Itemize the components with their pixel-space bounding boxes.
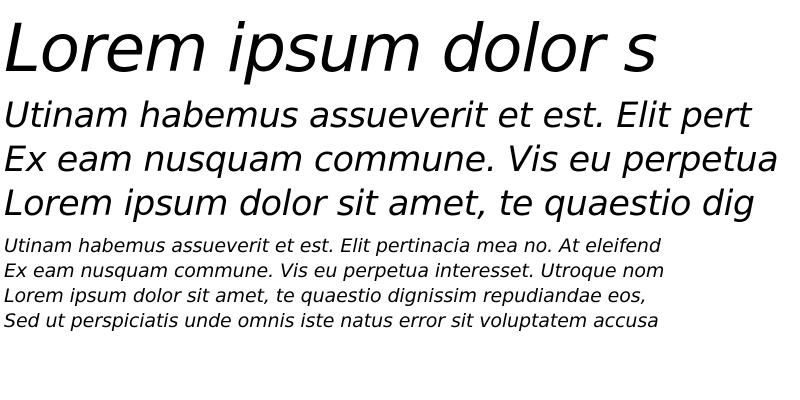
specimen-body-line-1: Utinam habemus assueverit et est. Elit pertinacia mea no. At eleifend: [4, 235, 661, 257]
specimen-body-line-2: Ex eam nusquam commune. Vis eu perpetua interesset. Utroque nom: [4, 260, 665, 282]
specimen-subline-2: Ex eam nusquam commune. Vis eu perpetua: [4, 140, 779, 180]
specimen-body-line-4: Sed ut perspiciatis unde omnis iste natus error sit voluptatem accusa: [4, 310, 659, 332]
specimen-body-line-3: Lorem ipsum dolor sit amet, te quaestio dignissim repudiandae eos,: [4, 285, 647, 307]
specimen-subline-3: Lorem ipsum dolor sit amet, te quaestio dig: [4, 184, 755, 224]
specimen-headline: Lorem ipsum dolor s: [4, 10, 657, 87]
specimen-subline-1: Utinam habemus assueverit et est. Elit pert: [4, 96, 751, 136]
